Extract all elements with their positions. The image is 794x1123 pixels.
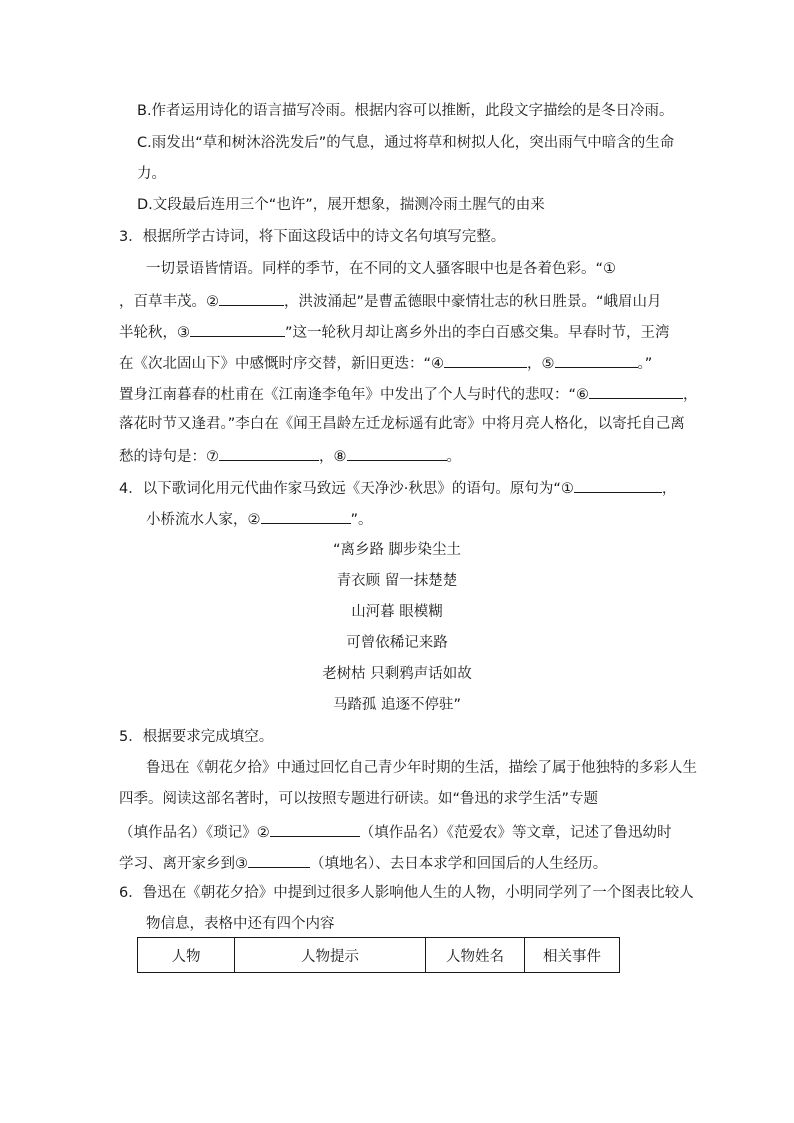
- q4-text: 4．以下歌词化用元代曲作家马致远《天净沙·秋思》的语句。原句为“①: [119, 481, 574, 497]
- q3-text: 置身江南暮春的杜甫在《江南逢李龟年》中发出了个人与时代的悲叹：“⑥: [119, 387, 590, 403]
- table-header-cell: 人物姓名: [426, 938, 525, 973]
- table-header-cell: 相关事件: [525, 938, 620, 973]
- lyric-line: 可曾依稀记来路: [346, 635, 448, 651]
- q5-text: （填作品名）《范爱农》等文章，记述了鲁迅幼时: [359, 825, 672, 841]
- q3-text: 半轮秋，③: [119, 325, 190, 341]
- answer-blank-q4-2[interactable]: [261, 508, 351, 524]
- q3-text: 。”: [637, 356, 653, 372]
- q5-text: （填地名）、去日本求学和回国后的人生经历。: [310, 856, 608, 872]
- q3-heading: 3．根据所学古诗词，将下面这段话中的诗文名句填写完整。: [119, 229, 506, 245]
- q3-text-line: [119, 383, 698, 403]
- answer-blank-q5-3[interactable]: [248, 852, 310, 868]
- q3-text: 在《次北固山下》中感慨时序交替，新旧更迭：“④: [119, 356, 445, 372]
- q5-heading: 5．根据要求完成填空。: [119, 729, 274, 745]
- q4-heading: [119, 477, 676, 497]
- table-header-row: [138, 938, 620, 973]
- lyric-line: 老树枯 只剩鸦声话如故: [322, 666, 472, 682]
- answer-blank-q5-2[interactable]: [270, 821, 360, 837]
- q6-heading: 6．鲁迅在《朝花夕拾》中提到过很多人影响他人生的人物，小明同学列了一个图表比较人: [119, 885, 694, 901]
- answer-blank-8[interactable]: [347, 445, 447, 461]
- q3-text: 。: [446, 449, 461, 465]
- answer-blank-6[interactable]: [589, 383, 683, 399]
- answer-blank-2[interactable]: [219, 290, 284, 306]
- answer-blank-7[interactable]: [219, 445, 319, 461]
- answer-blank-q4-1[interactable]: [574, 477, 662, 493]
- q3-text-line: [119, 321, 670, 341]
- q2-option-b: B.作者运用诗化的语言描写冷雨。根据内容可以推断，此段文字描绘的是冬日冷雨。: [137, 103, 674, 119]
- q4-text: ，: [661, 481, 677, 497]
- q4-text-line: [146, 508, 373, 528]
- lyric-line: 山河暮 眼模糊: [351, 604, 443, 620]
- q5-text-line: [119, 852, 607, 872]
- lyric-line: 青衣顾 留一抹楚楚: [336, 573, 458, 589]
- q2-option-c: C.雨发出“草和树沐浴洗发后”的气息，通过将草和树拟人化，突出雨气中暗含的生命: [137, 135, 675, 151]
- lyric-line: “离乡路 脚步染尘土: [332, 542, 462, 558]
- q3-text-line: 一切景语皆情语。同样的季节，在不同的文人骚客眼中也是各着色彩。“①: [146, 261, 617, 277]
- q3-text-line: [119, 445, 461, 465]
- q3-text-line: [119, 352, 652, 372]
- q3-text-line: 落花时节又逢君。”李白在《闻王昌龄左迁龙标遥有此寄》中将月亮人格化，以寄托自己离: [119, 416, 685, 432]
- q2-option-c-cont: 力。: [137, 166, 166, 182]
- table-header-cell: 人物: [138, 938, 235, 973]
- answer-blank-5[interactable]: [555, 352, 638, 368]
- lyric-line: 马踏孤 追逐不停驻”: [332, 697, 462, 713]
- q5-text: （填作品名）《琐记》②: [119, 825, 270, 841]
- q3-text: ，: [683, 387, 698, 403]
- q6-text-line: 物信息，表格中还有四个内容: [146, 916, 335, 932]
- q3-text: ，⑤: [527, 356, 555, 372]
- character-info-table: [137, 937, 620, 973]
- q5-text-line: 四季。阅读这部名著时，可以按照专题进行研读。如“鲁迅的求学生活”专题: [119, 791, 599, 807]
- q5-text-line: [119, 821, 672, 841]
- table-header-cell: 人物提示: [235, 938, 426, 973]
- q4-text: ”。: [350, 512, 373, 528]
- q4-text: 小桥流水人家，②: [146, 512, 261, 528]
- q5-text-line: 鲁迅在《朝花夕拾》中通过回忆自己青少年时期的生活，描绘了属于他独特的多彩人生: [146, 760, 697, 776]
- q3-text: ，⑧: [319, 449, 347, 465]
- q5-text: 学习、离开家乡到③: [119, 856, 248, 872]
- answer-blank-3[interactable]: [190, 321, 285, 337]
- q3-text: ，洪波涌起”是曹孟德眼中豪情壮志的秋日胜景。“峨眉山月: [284, 294, 662, 310]
- q3-text: ，百草丰茂。②: [119, 294, 219, 310]
- answer-blank-4[interactable]: [444, 352, 527, 368]
- q2-option-d: D.文段最后连用三个“也许”，展开想象，揣测冷雨土腥气的由来: [137, 197, 545, 213]
- q3-text: ”这一轮秋月却让离乡外出的李白百感交集。早春时节，王湾: [285, 325, 670, 341]
- q3-text-line: [119, 290, 662, 310]
- q3-text: 愁的诗句是：⑦: [119, 449, 219, 465]
